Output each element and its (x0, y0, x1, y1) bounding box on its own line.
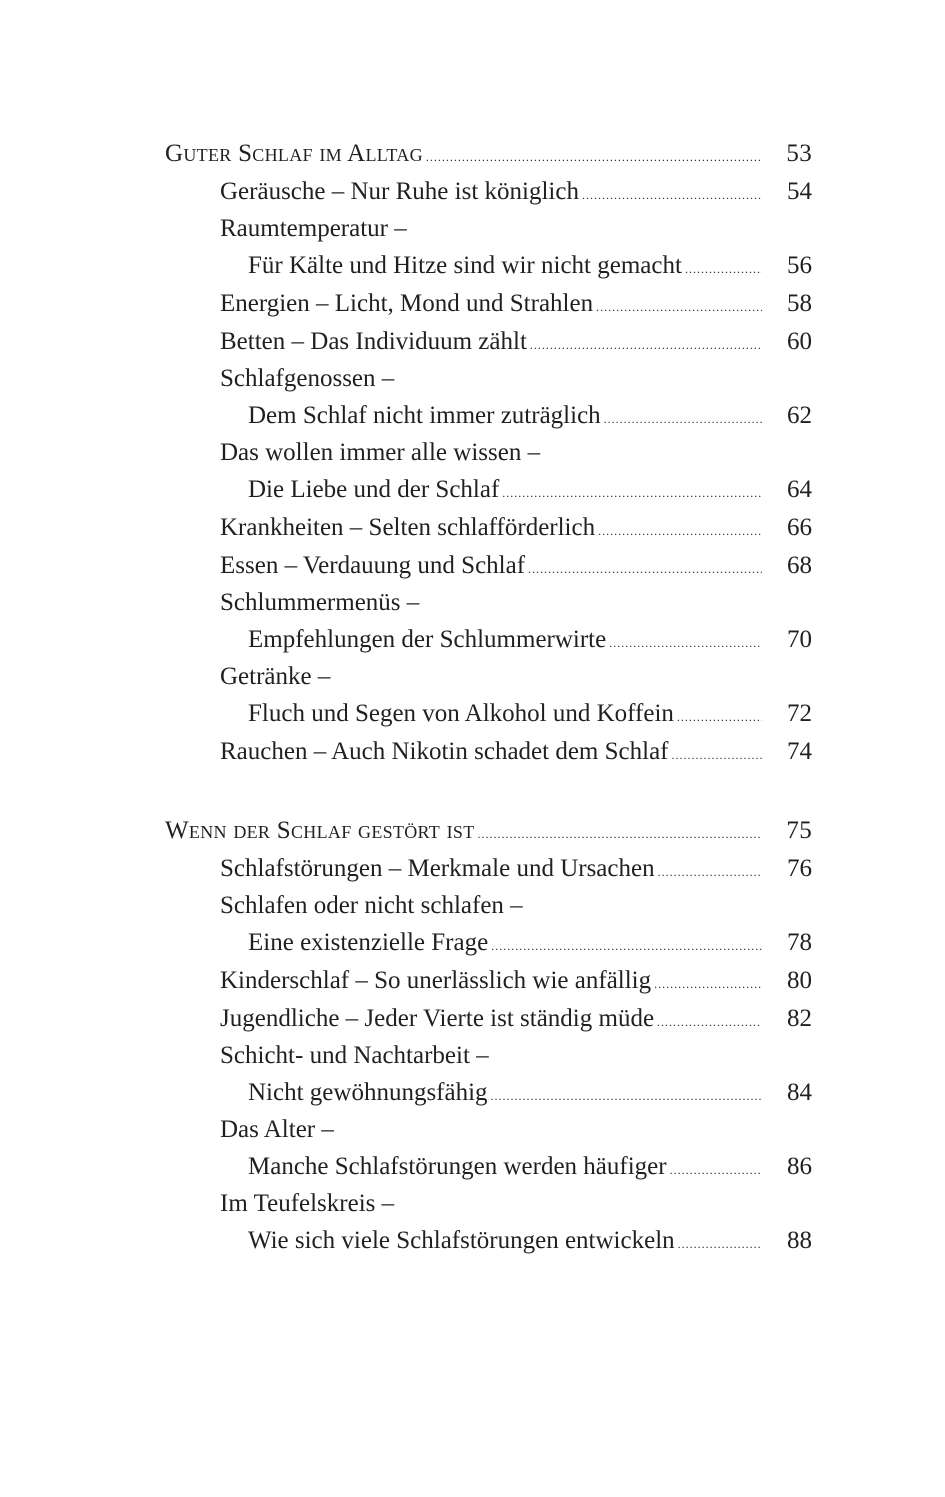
page-number: 53 (786, 140, 812, 167)
page-number: 86 (787, 1153, 812, 1180)
toc-entry[interactable] (0, 173, 945, 211)
toc-entry-label: Betten – Das Individuum zählt (220, 328, 527, 355)
toc-entry-label: Empfehlungen der Schlummerwirte (248, 626, 607, 653)
toc-entry-label: Nicht gewöhnungsfähig (248, 1079, 488, 1106)
toc-entry[interactable] (0, 924, 945, 962)
toc-entry[interactable] (0, 850, 945, 888)
dot-leader (530, 326, 762, 364)
page-number: 58 (787, 290, 812, 317)
toc-entry[interactable] (0, 888, 945, 924)
dot-leader (596, 288, 762, 326)
dot-leader (654, 965, 762, 1003)
toc-entry[interactable] (0, 211, 945, 247)
toc-entry-label: Kinderschlaf – So unerlässlich wie anfällig (220, 967, 652, 994)
dot-leader (598, 512, 762, 550)
toc-entry-label: Krankheiten – Selten schlafförderlich (220, 514, 596, 541)
toc-entry-label: Dem Schlaf nicht immer zuträglich (248, 402, 601, 429)
toc-entry-label: Das wollen immer alle wissen – (220, 439, 541, 466)
toc-entry-label: Schlafstörungen – Merkmale und Ursachen (220, 855, 655, 882)
dot-leader (582, 176, 762, 214)
toc-entry[interactable] (0, 1038, 945, 1074)
chapter-heading[interactable] (0, 812, 945, 850)
page-number: 64 (787, 476, 812, 503)
toc-entry[interactable] (0, 397, 945, 435)
dot-leader (609, 624, 762, 662)
page-number: 70 (787, 626, 812, 653)
dot-leader (685, 250, 762, 288)
toc-entry-label: Essen – Verdauung und Schlaf (220, 552, 526, 579)
toc-entry[interactable] (0, 1186, 945, 1222)
page-number: 54 (787, 178, 812, 205)
toc-entry-label: Schlafgenossen – (220, 365, 395, 392)
page-number: 78 (787, 929, 812, 956)
toc-entry[interactable] (0, 695, 945, 733)
dot-leader (478, 815, 762, 853)
dot-leader (528, 550, 762, 588)
dot-leader (672, 736, 763, 774)
chapter-heading-label: Guter Schlaf im Alltag (165, 140, 423, 167)
page-number: 72 (787, 700, 812, 727)
toc-entry[interactable] (0, 962, 945, 1000)
toc-entry-label: Wie sich viele Schlafstörungen entwickeln (248, 1227, 675, 1254)
toc-entry[interactable] (0, 285, 945, 323)
toc-entry[interactable] (0, 435, 945, 471)
page-number: 75 (786, 817, 812, 844)
toc-entry[interactable] (0, 1000, 945, 1038)
page-number: 88 (787, 1227, 812, 1254)
toc-entry-label: Das Alter – (220, 1116, 334, 1143)
toc-entry-label: Schlummermenüs – (220, 589, 420, 616)
toc-entry[interactable] (0, 1074, 945, 1112)
dot-leader (604, 400, 762, 438)
toc-entry[interactable] (0, 621, 945, 659)
toc-entry-label: Manche Schlafstörungen werden häufiger (248, 1153, 667, 1180)
toc-section (0, 135, 945, 771)
dot-leader (502, 474, 762, 512)
toc-entry[interactable] (0, 733, 945, 771)
dot-leader (658, 853, 762, 891)
toc-entry[interactable] (0, 247, 945, 285)
toc-entry[interactable] (0, 361, 945, 397)
toc-entry[interactable] (0, 547, 945, 585)
dot-leader (670, 1151, 762, 1189)
page-number: 60 (787, 328, 812, 355)
toc-entry[interactable] (0, 471, 945, 509)
page-number: 56 (787, 252, 812, 279)
toc-section (0, 812, 945, 1260)
page-number: 66 (787, 514, 812, 541)
page-number: 84 (787, 1079, 812, 1106)
toc-entry-label: Fluch und Segen von Alkohol und Koffein (248, 700, 674, 727)
toc-entry-label: Raumtemperatur – (220, 215, 407, 242)
toc-entry-label: Jugendliche – Jeder Vierte ist ständig müde (220, 1005, 655, 1032)
toc-entry[interactable] (0, 1148, 945, 1186)
toc-entry[interactable] (0, 509, 945, 547)
toc-entry-label: Schlafen oder nicht schlafen – (220, 892, 523, 919)
chapter-heading-label: Wenn der Schlaf gestört ist (165, 817, 475, 844)
dot-leader (426, 138, 762, 176)
page-number: 68 (787, 552, 812, 579)
chapter-heading[interactable] (0, 135, 945, 173)
toc-entry-label: Schicht- und Nachtarbeit – (220, 1042, 489, 1069)
toc-entry[interactable] (0, 323, 945, 361)
dot-leader (491, 1077, 762, 1115)
toc-entry-label: Im Teufelskreis – (220, 1190, 395, 1217)
toc-entry[interactable] (0, 1112, 945, 1148)
page-number: 62 (787, 402, 812, 429)
toc-entry-label: Die Liebe und der Schlaf (248, 476, 500, 503)
dot-leader (657, 1003, 762, 1041)
page-number: 80 (787, 967, 812, 994)
toc-entry-label: Rauchen – Auch Nikotin schadet dem Schlaf (220, 738, 669, 765)
toc-entry-label: Für Kälte und Hitze sind wir nicht gemacht (248, 252, 682, 279)
toc-entry-label: Energien – Licht, Mond und Strahlen (220, 290, 594, 317)
toc-entry-label: Getränke – (220, 663, 331, 690)
dot-leader (491, 927, 762, 965)
page-number: 82 (787, 1005, 812, 1032)
toc-entry[interactable] (0, 659, 945, 695)
dot-leader (677, 698, 762, 736)
toc-entry[interactable] (0, 585, 945, 621)
page-number: 76 (787, 855, 812, 882)
toc-entry-label: Eine existenzielle Frage (248, 929, 489, 956)
page-number: 74 (787, 738, 812, 765)
toc-entry[interactable] (0, 1222, 945, 1260)
dot-leader (678, 1225, 762, 1263)
toc-entry-label: Geräusche – Nur Ruhe ist königlich (220, 178, 579, 205)
